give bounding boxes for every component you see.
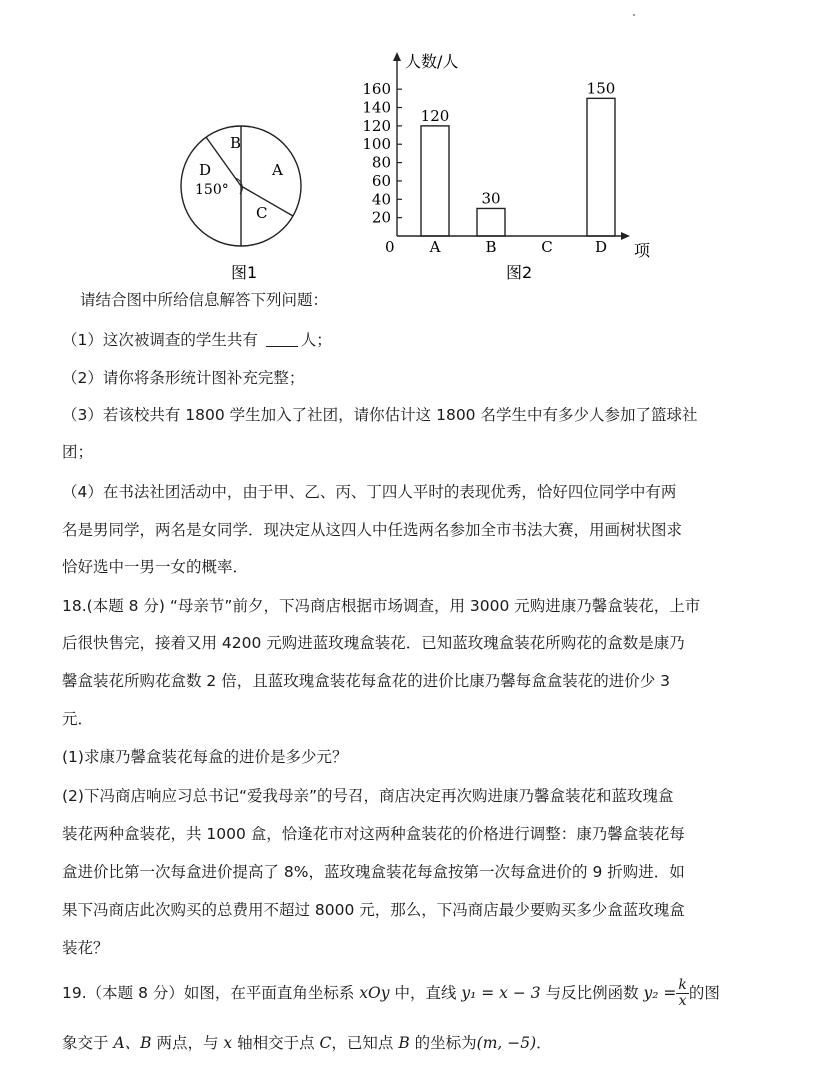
intro-line: 请结合图中所给信息解答下列问题： bbox=[80, 291, 329, 309]
p19-fraction bbox=[676, 978, 688, 1009]
bar-d bbox=[587, 98, 615, 236]
p18-line-2: 后很快售完，接着又用 4200 元购进蓝玫瑰盒装花．已知蓝玫瑰盒装花所购花的盒数是康乃 bbox=[62, 634, 685, 652]
p18-q2-line-5: 装花？ bbox=[62, 939, 109, 957]
bar-data-label: 30 bbox=[481, 189, 501, 208]
y-axis-arrow bbox=[393, 52, 401, 61]
pie-angle-label: 150° bbox=[195, 182, 229, 198]
pie-label-d: D bbox=[199, 161, 212, 179]
x-axis-title: 项 bbox=[634, 241, 651, 260]
p18-line-3: 馨盒装花所购花盒数 2 倍，且蓝玫瑰盒装花每盒花的进价比康乃馨每盒盒装花的进价少 3 bbox=[62, 672, 671, 690]
bar-data-label: 150 bbox=[586, 79, 616, 98]
q1-text-end: 人； bbox=[300, 331, 332, 349]
p19-l2-a: 象交于 bbox=[62, 1034, 114, 1052]
y-tick-label: 20 bbox=[371, 208, 391, 227]
p19-text-d: 的图 bbox=[688, 984, 720, 1002]
figure1-pie bbox=[181, 126, 301, 282]
p18-q1-line: (1)求康乃馨盒装花每盒的进价是多少元？ bbox=[62, 748, 348, 766]
p19-xoy: xOy bbox=[359, 984, 390, 1002]
figure1-caption: 图1 bbox=[231, 263, 258, 282]
q4-line-2: 名是男同学，两名是女同学．现决定从这四人中任选两名参加全市书法大赛，用画树状图求 bbox=[62, 521, 683, 539]
p19-l2-f: ． bbox=[536, 1034, 552, 1052]
p19-line-2 bbox=[62, 1033, 552, 1053]
p18-q2-line-2: 装花两种盒装花，共 1000 盒，恰逢花市对这两种盒装花的价格进行调整：康乃馨盒装花每 bbox=[62, 825, 685, 843]
y-tick-label: 40 bbox=[371, 190, 391, 209]
q3-line-1: （3）若该校共有 1800 学生加入了社团，请你估计这 1800 名学生中有多少人参加了篮球社 bbox=[62, 406, 698, 424]
p19-text-a: 19.（本题 8 分）如图，在平面直角坐标系 bbox=[62, 984, 360, 1002]
y-tick-label: 100 bbox=[362, 135, 391, 154]
p18-q2-line-1: (2)下冯商店响应习总书记“爱我母亲”的号召，商店决定再次购进康乃馨盒装花和蓝玫瑰盒 bbox=[62, 787, 674, 805]
p19-l2-b: 两点，与 bbox=[151, 1034, 224, 1052]
bar-a bbox=[421, 126, 449, 236]
y-tick-label: 80 bbox=[371, 153, 391, 172]
x-tick-label: A bbox=[429, 238, 441, 256]
p18-line-4: 元． bbox=[62, 710, 94, 728]
q3-line-2: 团； bbox=[62, 443, 94, 461]
p19-line-1 bbox=[62, 978, 720, 1009]
q4-line-1: （4）在书法社团活动中，由于甲、乙、丙、丁四人平时的表现优秀，恰好四位同学中有两 bbox=[62, 483, 677, 501]
origin-label: 0 bbox=[385, 238, 395, 256]
p19-y2-expr: y₂ = bbox=[643, 984, 677, 1002]
q2-line: （2）请你将条形统计图补充完整； bbox=[62, 369, 305, 387]
p19-l2-x: x bbox=[223, 1034, 233, 1052]
bar-data-label: 120 bbox=[420, 106, 450, 125]
p19-l2-e: 的坐标为 bbox=[409, 1034, 477, 1052]
x-tick-label: C bbox=[541, 238, 553, 256]
figure2-bar-chart bbox=[362, 52, 651, 282]
p19-text-c: 与反比例函数 bbox=[540, 984, 644, 1002]
q1-text: （1）这次被调查的学生共有 bbox=[62, 331, 263, 349]
pie-label-b: B bbox=[230, 134, 242, 152]
q1-line bbox=[62, 330, 332, 350]
p19-l2-d: ，已知点 bbox=[331, 1034, 399, 1052]
figure2-caption: 图2 bbox=[506, 263, 533, 282]
p19-l2-c: 轴相交于点 bbox=[232, 1034, 320, 1052]
figures-svg bbox=[0, 0, 822, 290]
y-tick-label: 160 bbox=[362, 80, 391, 99]
p19-fraction-num: k bbox=[678, 977, 687, 993]
p18-line-1: 18.(本题 8 分) “母亲节”前夕，下冯商店根据市场调查，用 3000 元购进康乃馨盒装花，上市 bbox=[62, 597, 701, 615]
p19-l2-coord: (m, −5) bbox=[476, 1034, 537, 1052]
p18-q2-line-3: 盒进价比第一次每盒进价提高了 8%，蓝玫瑰盒装花每盒按第一次每盒进价的 9 折购进．如 bbox=[62, 863, 685, 881]
p19-y1-expr: y₁ = x − 3 bbox=[461, 984, 541, 1002]
y-tick-label: 140 bbox=[362, 98, 391, 117]
p19-l2-ab: A、B bbox=[113, 1034, 152, 1052]
p18-q2-line-4: 果下冯商店此次购买的总费用不超过 8000 元，那么，下冯商店最少要购买多少盒蓝玫瑰盒 bbox=[62, 901, 685, 919]
x-tick-label: D bbox=[594, 238, 608, 256]
q4-line-3: 恰好选中一男一女的概率． bbox=[62, 558, 249, 576]
pie-label-c: C bbox=[256, 204, 268, 222]
p19-l2-point-c: C bbox=[319, 1034, 332, 1052]
y-axis-title: 人数/人 bbox=[405, 52, 459, 71]
x-axis-arrow bbox=[621, 232, 630, 240]
x-tick-label: B bbox=[485, 238, 497, 256]
pie-label-a: A bbox=[272, 161, 283, 179]
bar-b bbox=[477, 208, 505, 236]
y-tick-label: 60 bbox=[371, 171, 391, 190]
q1-answer-blank[interactable] bbox=[266, 332, 298, 347]
p19-l2-point-b: B bbox=[398, 1034, 410, 1052]
figures-area bbox=[0, 0, 822, 290]
y-tick-label: 120 bbox=[362, 116, 391, 135]
p19-text-b: 中，直线 bbox=[389, 984, 462, 1002]
p19-fraction-den: x bbox=[678, 993, 687, 1009]
